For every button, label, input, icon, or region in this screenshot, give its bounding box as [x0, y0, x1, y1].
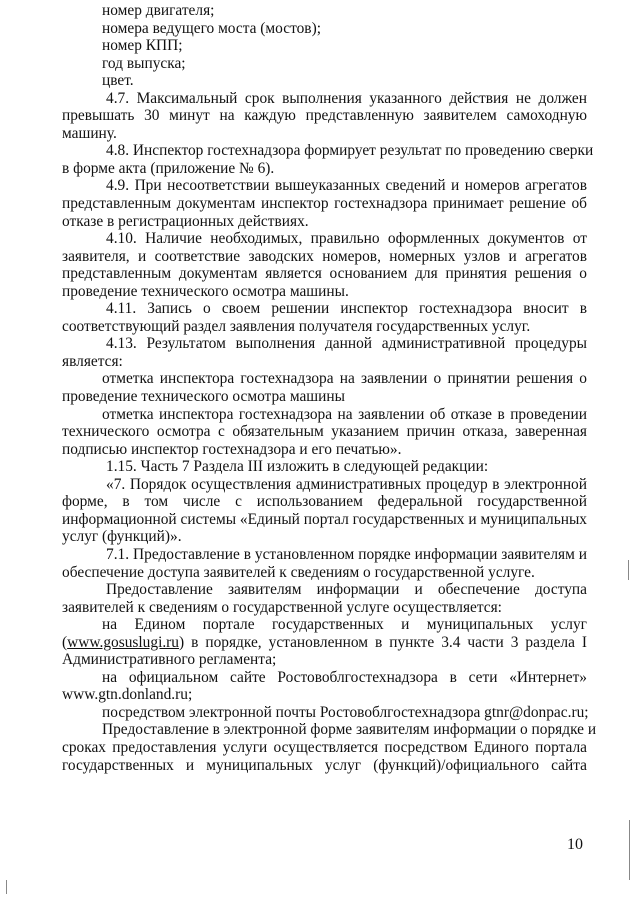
text-line: номер двигателя;: [102, 2, 215, 19]
text-line: 4.9. При несоответствии вышеуказанных сведений и номеров агрегатов: [106, 177, 587, 195]
text-line: «7. Порядок осуществления административных процедур в электронной: [106, 475, 587, 493]
gosuslugi-link[interactable]: www.gosuslugi.ru: [67, 633, 180, 651]
text-line: проведение технического осмотра машины.: [62, 282, 349, 300]
text-line: услуг (функций)».: [62, 528, 182, 546]
text-line: обеспечение доступа заявителей к сведениям о государственной услуге.: [62, 563, 535, 581]
text-line: на Едином портале государственных и муниципальных услуг: [102, 616, 587, 634]
text-line: сроках предоставления услуги осуществляется посредством Единого портала: [62, 738, 587, 756]
page-number: 10: [567, 836, 583, 853]
text-line: цвет.: [102, 72, 134, 90]
text-line: машину.: [62, 124, 117, 142]
text-line: (www.gosuslugi.ru) в порядке, установленном в пункте 3.4 части 3 раздела I: [62, 633, 587, 651]
text-line: превышать 30 минут на каждую представленную заявителем самоходную: [62, 107, 587, 125]
text-line: посредством электронной почты Ростовоблгостехнадзора gtnr@donpac.ru;: [102, 703, 589, 721]
text-line: подписью инспектор гостехнадзора и его печатью».: [62, 440, 402, 458]
text-line: представленным документам инспектор гостехнадзора принимает решение об: [62, 195, 587, 213]
text-line: технического осмотра с обязательным указанием причин отказа, заверенная: [62, 423, 587, 441]
text-line: 4.11. Запись о своем решении инспектор гостехнадзора вносит в: [106, 300, 587, 318]
text-line: www.gtn.donland.ru;: [62, 686, 193, 704]
text-line: Административного регламента;: [62, 651, 277, 669]
text-line: проведение технического осмотра машины: [62, 388, 345, 406]
text-line: год выпуска;: [102, 54, 186, 72]
text-line: представленным документам является основанием для принятия решения о: [62, 265, 587, 283]
document-page: [62, 2, 597, 774]
text-line: форме, в том числе с использованием федеральной государственной: [62, 493, 587, 511]
text-line: информационной системы «Единый портал государственных и муниципальных: [62, 510, 587, 528]
text-line: заявителя, и соответствие заводских номеров, номерных узлов и агрегатов: [62, 247, 587, 265]
text-line: Предоставление заявителям информации и обеспечение доступа: [106, 581, 587, 599]
text-line: номер КПП;: [102, 37, 183, 55]
text-line: номера ведущего моста (мостов);: [102, 19, 321, 37]
text-line: 4.8. Инспектор гостехнадзора формирует результат по проведению сверки: [106, 142, 594, 160]
text-line: отметка инспектора гостехнадзора на заявлении о принятии решения о: [102, 370, 587, 388]
text-line: отметка инспектора гостехнадзора на заявлении об отказе в проведении: [102, 405, 587, 423]
text-line: является:: [62, 352, 123, 370]
text-line: 4.10. Наличие необходимых, правильно оформленных документов от: [106, 230, 587, 248]
text-line: соответствующий раздел заявления получателя государственных услуг.: [62, 317, 531, 335]
text-line: 1.15. Часть 7 Раздела III изложить в следующей редакции:: [106, 458, 489, 476]
text-line: отказе в регистрационных действиях.: [62, 212, 309, 230]
text-line: 4.7. Максимальный срок выполнения указанного действия не должен: [106, 89, 587, 107]
text-line: 7.1. Предоставление в установленном порядке информации заявителям и: [106, 545, 587, 563]
scan-edge-mark: [628, 560, 629, 580]
text-line: заявителей к сведениям о государственной услуге осуществляется:: [62, 598, 502, 616]
text-line: в форме акта (приложение № 6).: [62, 159, 275, 177]
scan-edge-mark: [6, 880, 7, 894]
text-line: Предоставление в электронной форме заявителям информации о порядке и: [102, 721, 597, 739]
text-line: 4.13. Результатом выполнения данной административной процедуры: [106, 335, 587, 353]
text-line: на официальном сайте Ростовоблгостехнадзора в сети «Интернет»: [102, 668, 587, 686]
text-line: государственных и муниципальных услуг (функций)/официального сайта: [62, 756, 587, 774]
scan-edge-mark: [629, 820, 630, 880]
